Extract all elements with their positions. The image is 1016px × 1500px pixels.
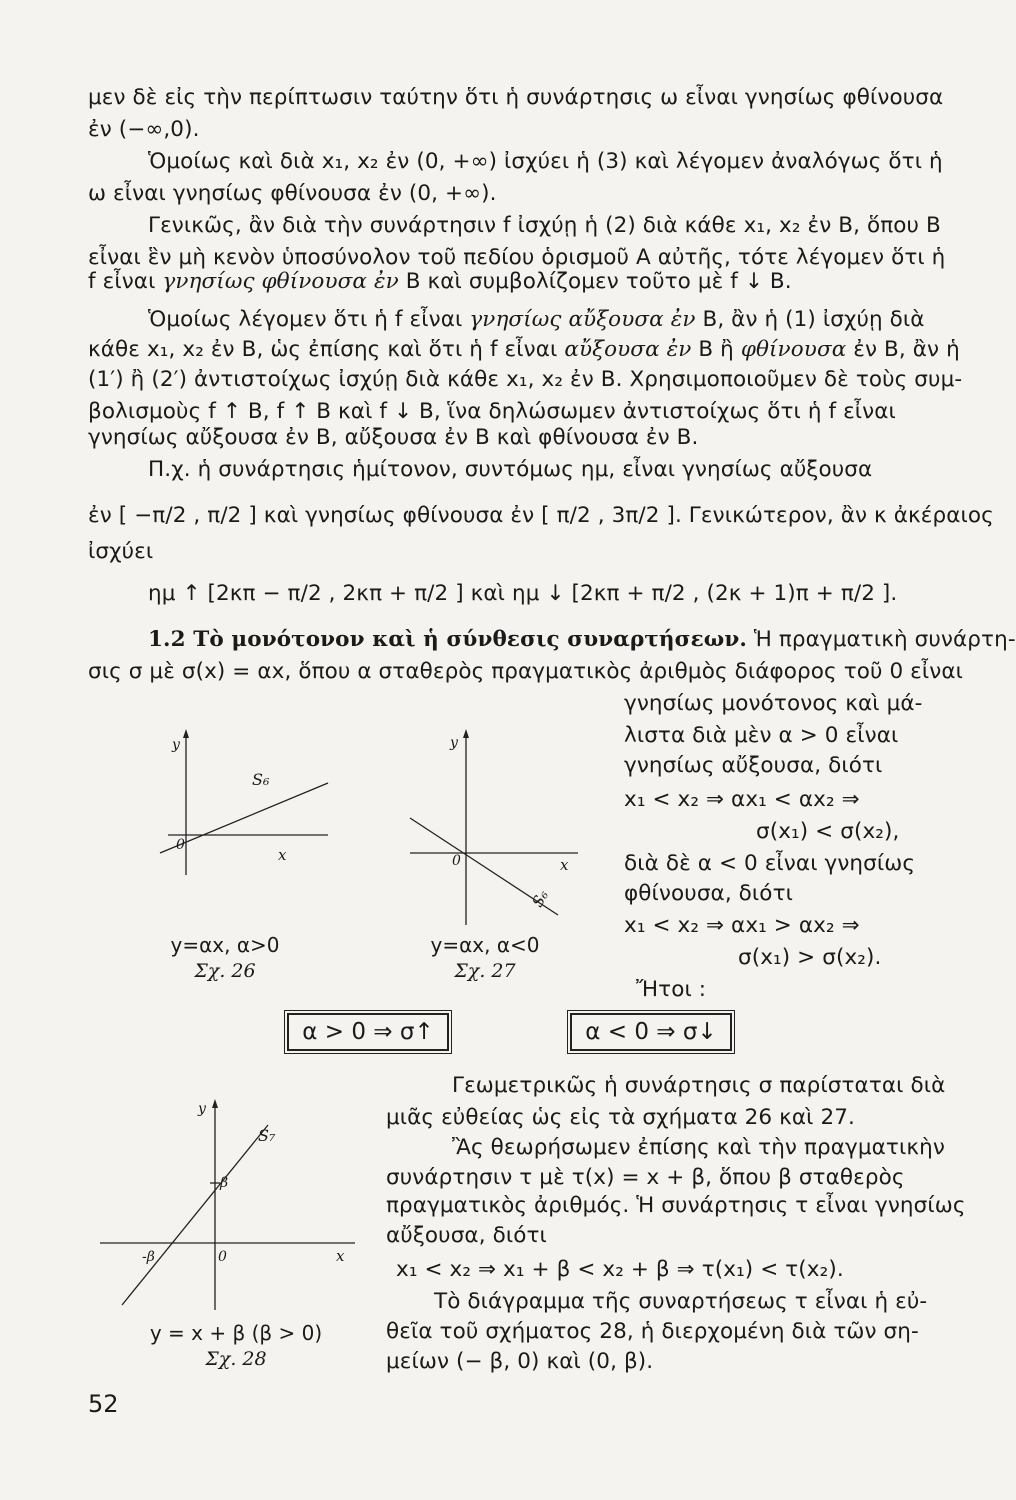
text-line: x₁ < x₂ ⇒ x₁ + β < x₂ + β ⇒ τ(x₁) < τ(x₂). (396, 1257, 844, 1282)
text-line: Ὁμοίως λέγομεν ὅτι ἡ f εἶναι γνησίως αὔξουσα ἐν B, ἂν ἡ (1) ἰσχύῃ διὰ (148, 307, 925, 332)
x-label: x (560, 856, 569, 874)
figure-27 (410, 725, 590, 935)
figure-26-caption: y=αx, α>0 (170, 933, 280, 957)
figure-28 (100, 1095, 370, 1320)
root-label: -β (142, 1249, 155, 1265)
text-line: (1′) ἢ (2′) ἀντιστοίχως ἰσχύῃ διὰ κάθε x₁, x₂ ἐν B. Χρησιμοποιοῦμεν δὲ τοὺς συμ- (88, 367, 963, 392)
text-line: θεῖα τοῦ σχήματος 28, ἡ διερχομένη διὰ τῶν ση- (386, 1319, 919, 1344)
definition-term: αὔξουσα ἐν (564, 337, 692, 362)
x-label: x (336, 1247, 345, 1265)
origin-label: 0 (176, 837, 185, 853)
y-label: y (450, 735, 458, 751)
figure-26-label: Σχ. 26 (194, 960, 256, 982)
text-line: λιστα διὰ μὲν α > 0 εἶναι (624, 723, 899, 748)
text-line: ἰσχύει (88, 539, 154, 564)
text-line: κάθε x₁, x₂ ἐν B, ὡς ἐπίσης καὶ ὅτι ἡ f εἶναι αὔξουσα ἐν B ἢ φθίνουσα ἐν B, ἂν ἡ (88, 337, 960, 362)
text-line: σ(x₁) > σ(x₂). (738, 945, 882, 970)
definition-term: γνησίως φθίνουσα ἐν (162, 269, 399, 294)
text-line: βολισμοὺς f ↑ B, f ↑ B καὶ f ↓ B, ἵνα δηλώσωμεν ἀντιστοίχως ὅτι ἡ f εἶναι (88, 399, 896, 424)
figure-27-label: Σχ. 27 (454, 960, 516, 982)
figure-26 (160, 725, 340, 885)
text-line: Ὁμοίως καὶ διὰ x₁, x₂ ἐν (0, +∞) ἰσχύει ἡ (3) καὶ λέγομεν ἀναλόγως ὅτι ἡ (148, 149, 943, 174)
page-number: 52 (88, 1390, 119, 1418)
text-line: Ἂς θεωρήσωμεν ἐπίσης καὶ τὴν πραγματικὴν (452, 1135, 945, 1160)
text-line: πραγματικὸς ἀριθμός. Ἡ συνάρτησις τ εἶναι γνησίως (386, 1193, 966, 1218)
text-line: διὰ δὲ α < 0 εἶναι γνησίως (624, 851, 916, 876)
y-arrow (212, 1099, 218, 1108)
text-line: x₁ < x₂ ⇒ αx₁ > αx₂ ⇒ (624, 913, 860, 938)
text-line: Ἤτοι : (636, 977, 707, 1002)
result-box-decreasing: α < 0 ⇒ σ↓ (570, 1013, 732, 1051)
line-graph (122, 1125, 268, 1305)
line-graph (160, 783, 328, 853)
y-label: y (198, 1101, 206, 1117)
text-line: αὔξουσα, διότι (386, 1223, 547, 1248)
curve-label: S₆ (528, 887, 553, 911)
x-label: x (278, 846, 287, 864)
figure-28-label: Σχ. 28 (205, 1348, 267, 1370)
definition-term: φθίνουσα (740, 337, 847, 362)
text-line: σ(x₁) < σ(x₂), (756, 819, 900, 844)
result-box-increasing: α > 0 ⇒ σ↑ (287, 1013, 449, 1051)
text-line: μείων (− β, 0) καὶ (0, β). (386, 1349, 654, 1374)
text-line: ημ ↑ [2κπ − π/2 , 2κπ + π/2 ] καὶ ημ ↓ [2κπ + π/2 , (2κ + 1)π + π/2 ]. (148, 581, 898, 606)
curve-label: S₆ (252, 770, 270, 789)
text-line: μιᾶς εὐθείας ὡς εἰς τὰ σχήματα 26 καὶ 27. (386, 1105, 855, 1130)
text-line: ἐν (−∞,0). (88, 117, 200, 142)
text-line: Γεωμετρικῶς ἡ συνάρτησις σ παρίσταται διὰ (452, 1073, 946, 1098)
section-heading: 1.2 Τὸ μονότονον καὶ ἡ σύνθεσις συναρτήσεων. (148, 627, 747, 652)
origin-label: 0 (218, 1249, 227, 1265)
text-line: γνησίως αὔξουσα, διότι (624, 753, 883, 778)
figure-28-caption: y = x + β (β > 0) (149, 1321, 323, 1345)
text-line: μεν δὲ εἰς τὴν περίπτωσιν ταύτην ὅτι ἡ συνάρτησις ω εἶναι γνησίως φθίνουσα (88, 85, 944, 110)
text-line: εἶναι ἓν μὴ κενὸν ὑποσύνολον τοῦ πεδίου ὁρισμοῦ A αὐτῆς, τότε λέγομεν ὅτι ἡ (88, 245, 946, 270)
definition-term: γνησίως αὔξουσα ἐν (469, 307, 696, 332)
figure-27-caption: y=αx, α<0 (430, 933, 540, 957)
text-line: f εἶναι γνησίως φθίνουσα ἐν B καὶ συμβολίζομεν τοῦτο μὲ f ↓ B. (88, 269, 792, 294)
origin-label: 0 (452, 853, 461, 869)
text-line: x₁ < x₂ ⇒ αx₁ < αx₂ ⇒ (624, 787, 860, 812)
text-line: γνησίως αὔξουσα ἐν B, αὔξουσα ἐν B καὶ φθίνουσα ἐν B. (88, 425, 699, 450)
text-line: φθίνουσα, διότι (624, 881, 793, 906)
curve-label: S₇ (258, 1126, 276, 1145)
text-line: ἐν [ −π/2 , π/2 ] καὶ γνησίως φθίνουσα ἐν [ π/2 , 3π/2 ]. Γενικώτερον, ἂν κ ἀκέραιος (88, 503, 994, 528)
section-heading-line: 1.2 Τὸ μονότονον καὶ ἡ σύνθεσις συναρτήσεων. Ἡ πραγματικὴ συνάρτη- (148, 627, 1016, 652)
text-line: Τὸ διάγραμμα τῆς συναρτήσεως τ εἶναι ἡ εὐ- (434, 1289, 928, 1314)
text-line: Γενικῶς, ἂν διὰ τὴν συνάρτησιν f ἰσχύῃ ἡ (2) διὰ κάθε x₁, x₂ ἐν B, ὅπου B (148, 213, 941, 238)
text-line: ω εἶναι γνησίως φθίνουσα ἐν (0, +∞). (88, 181, 497, 206)
text-line: γνησίως μονότονος καὶ μά- (624, 691, 923, 716)
text-line: σις σ μὲ σ(x) = αx, ὅπου α σταθερὸς πραγματικὸς ἀριθμὸς διάφορος τοῦ 0 εἶναι (88, 659, 964, 684)
y-label: y (172, 737, 180, 753)
text-line: συνάρτησιν τ μὲ τ(x) = x + β, ὅπου β σταθερὸς (386, 1165, 905, 1190)
y-arrow (183, 729, 189, 738)
y-arrow (463, 729, 469, 738)
text-line: Π.χ. ἡ συνάρτησις ἡμίτονον, συντόμως ημ, εἶναι γνησίως αὔξουσα (148, 457, 873, 482)
intercept-label: β (220, 1175, 229, 1191)
